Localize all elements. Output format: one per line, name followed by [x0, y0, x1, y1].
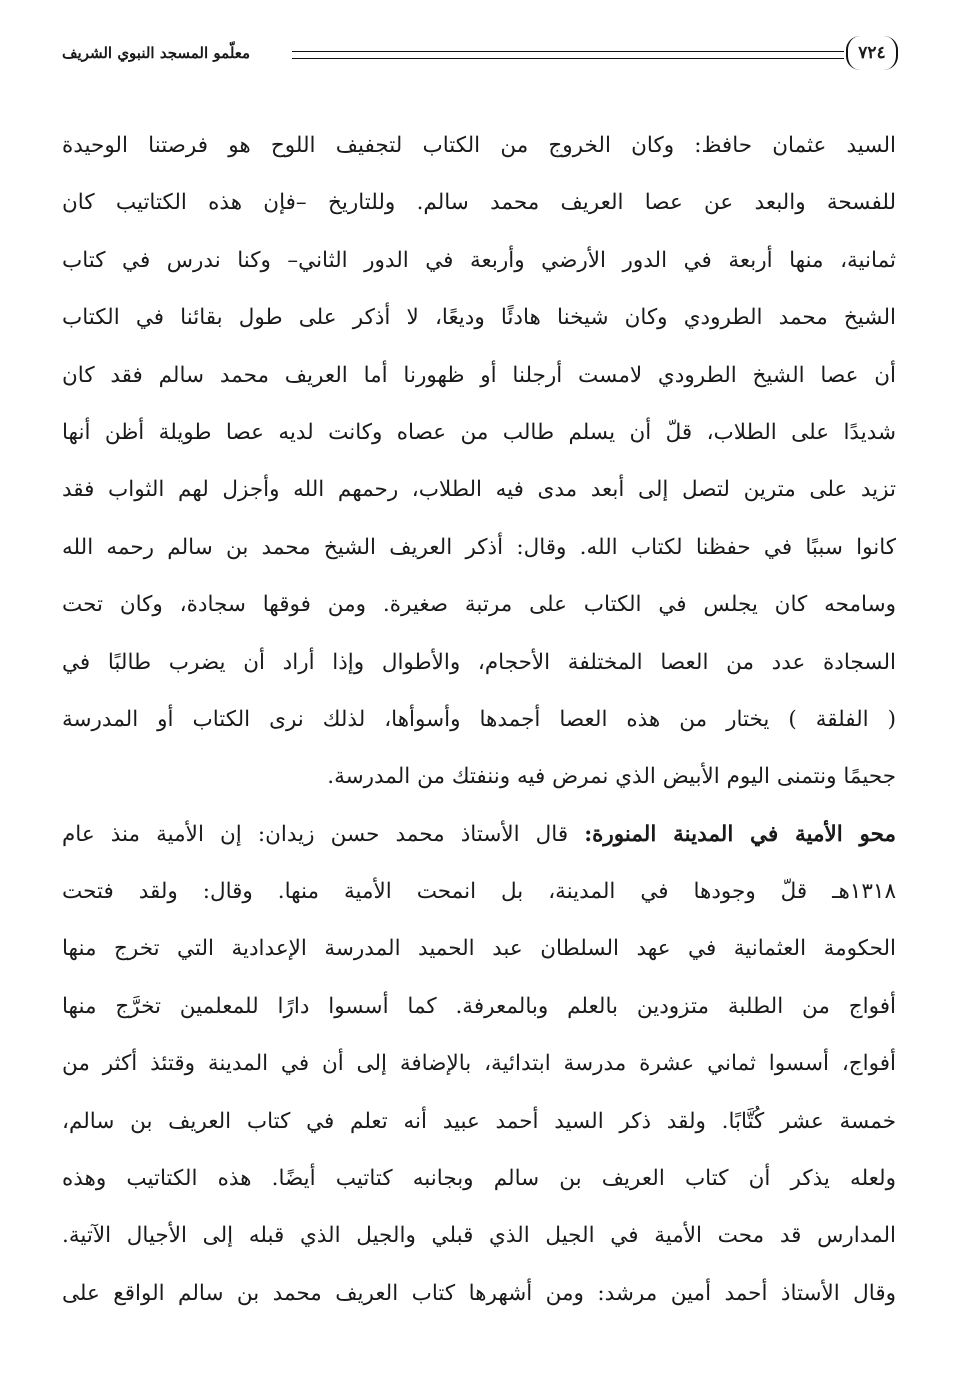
text-line: المدارس قد محت الأمية في الجيل الذي قبلي والجيل الذي قبله إلى الأجيال الآتية.: [62, 1223, 896, 1249]
text-line: الحكومة العثمانية في عهد السلطان عبد الحميد المدرسة الإعدادية التي تخرج منها: [62, 936, 896, 962]
text-line: السيد عثمان حافظ: وكان الخروج من الكتاب لتجفيف اللوح هو فرصتنا الوحيدة: [62, 133, 896, 158]
text-line: وسامحه كان يجلس في الكتاب على مرتبة صغيرة. ومن فوقها سجادة، وكان تحت: [62, 592, 896, 618]
text-line: تزيد على مترين لتصل إلى أبعد مدى فيه الطلاب، رحمهم الله وأجزل لهم الثواب فقد: [62, 477, 896, 503]
text-line: أفواج، أسسوا ثماني عشرة مدرسة ابتدائية، بالإضافة إلى أن في المدينة وقتئذ أكثر من: [62, 1051, 896, 1077]
section-heading: محو الأمية في المدينة المنورة:: [584, 821, 896, 847]
section-first-line: [62, 806, 896, 863]
text-line: للفسحة والبعد عن عصا العريف محمد سالم. وللتاريخ –فإن هذه الكتاتيب كان: [62, 190, 896, 216]
header-double-rule: [292, 51, 844, 59]
text-line: وقال الأستاذ أحمد أمين مرشد: ومن أشهرها كتاب العريف محمد بن سالم الواقع على: [62, 1280, 896, 1306]
text-line: ثمانية، منها أربعة في الدور الأرضي وأربعة في الدور الثاني– وكنا ندرس في كتاب: [62, 247, 896, 273]
text-line: كانوا سببًا في حفظنا لكتاب الله. وقال: أذكر العريف الشيخ محمد بن سالم رحمه الله: [62, 534, 896, 560]
text-line: أفواج من الطلبة متزودين بالعلم وبالمعرفة. كما أسسوا دارًا للمعلمين تخرَّج منها: [62, 993, 896, 1019]
text-line: ١٣١٨هـ قلّ وجودها في المدينة، بل انمحت الأمية منها. وقال: ولقد فتحت: [62, 879, 896, 905]
page-number: ٧٢٤: [846, 36, 898, 70]
text-line: الشيخ محمد الطرودي وكان شيخنا هادئًا وديعًا، لا أذكر على طول بقائنا في الكتاب: [62, 305, 896, 331]
text-line: ( الفلقة ) يختار من هذه العصا أجمدها وأسوأها، لذلك نرى الكتاب أو المدرسة: [62, 706, 896, 732]
text-line: ولعله يذكر أن كتاب العريف بن سالم وبجانبه كتاتيب أيضًا. هذه الكتاتيب وهذه: [62, 1166, 896, 1192]
text-line: خمسة عشر كُتَّابًا. ولقد ذكر السيد أحمد عبيد أنه تعلم في كتاب العريف بن سالم،: [62, 1108, 896, 1134]
text-line: السجادة عدد من العصا المختلفة الأحجام، والأطوال وإذا أراد أن يضرب طالبًا في: [62, 649, 896, 675]
text-line: أن عصا الشيخ الطرودي لامست أرجلنا أو ظهورنا أما العريف محمد سالم فقد كان: [62, 362, 896, 388]
page-header: [62, 34, 898, 74]
section-first-line-text: قال الأستاذ محمد حسن زيدان: إن الأمية منذ عام: [62, 821, 569, 847]
body-text: [62, 117, 896, 1322]
running-title: معلّمو المسجد النبوي الشريف: [62, 44, 251, 62]
text-line: شديدًا على الطلاب، قلّ أن يسلم طالب من عصاه وكانت لديه عصا طويلة أظن أنها: [62, 419, 896, 445]
text-line: جحيمًا ونتمنى اليوم الأبيض الذي نمرض فيه وننفتك من المدرسة.: [327, 764, 896, 790]
